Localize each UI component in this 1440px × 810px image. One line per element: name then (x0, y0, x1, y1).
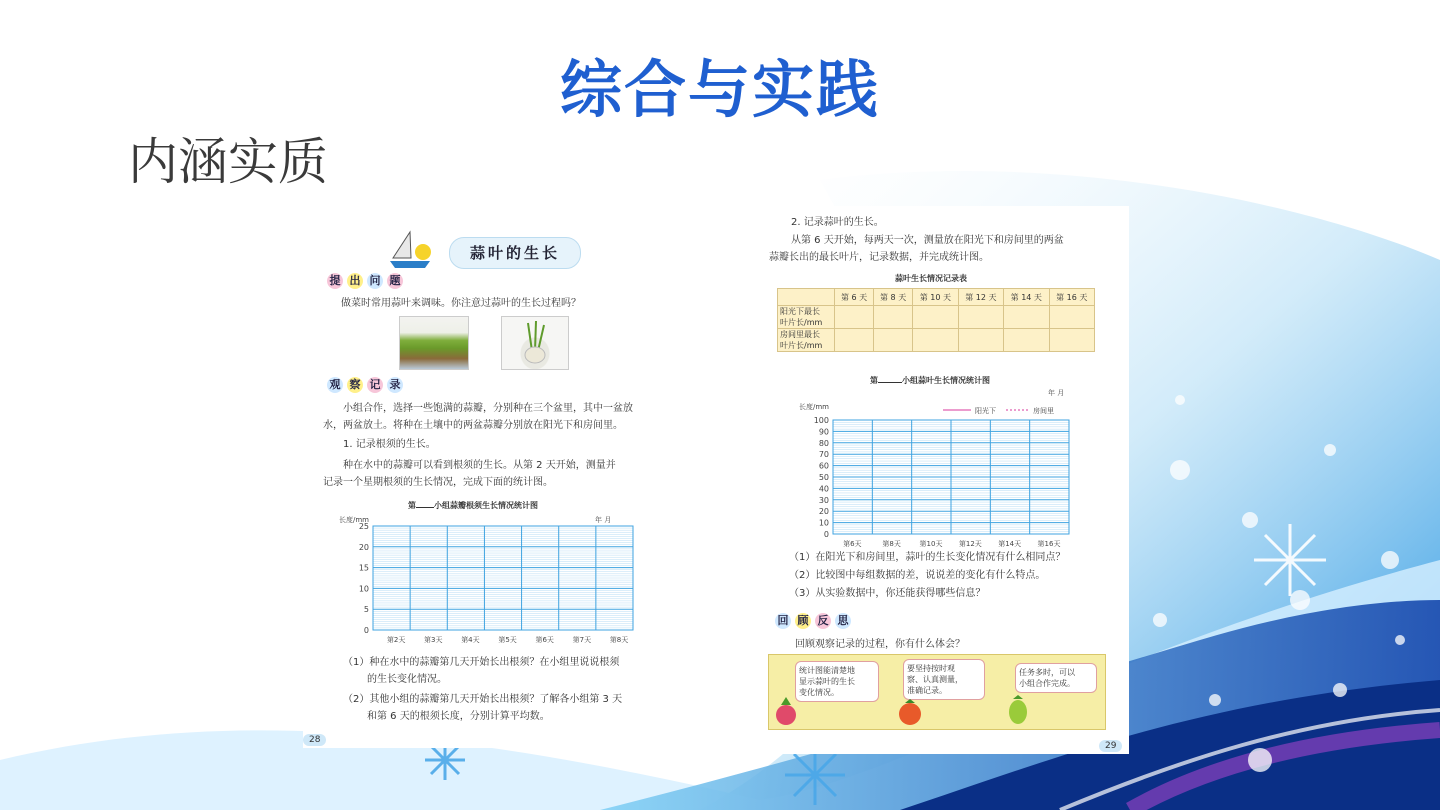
root-growth-chart (333, 520, 653, 650)
table-header-cell: 第 10 天 (913, 289, 958, 306)
bubble-3-line-2: 小组合作完成。 (1019, 679, 1075, 688)
table-cell[interactable] (835, 306, 874, 329)
item-1-heading: 1. 记录根须的生长。 (343, 439, 436, 450)
table-cell[interactable] (913, 329, 958, 352)
leaf-chart-date: 年 月 (1048, 389, 1065, 397)
table-cell[interactable] (958, 306, 1003, 329)
leaf-chart-title: 第 小组蒜叶生长情况统计图 (870, 376, 990, 385)
leaf-chart-x-tick-label: 第14天 (998, 540, 1022, 548)
leaf-chart-y-tick-label: 40 (818, 484, 829, 494)
paragraph-2-line-1: 种在水中的蒜瓣可以看到根须的生长。从第 2 天开始，测量并 (343, 460, 616, 471)
section-ask-char: 出 (347, 273, 363, 289)
textbook-page-left (303, 216, 669, 748)
table-cell[interactable] (1004, 306, 1049, 329)
table-cell[interactable] (913, 306, 958, 329)
bubble-1-line-1: 统计图能清楚地 (799, 666, 855, 675)
bubble-1-line-2: 显示蒜叶的生长 (799, 677, 855, 686)
section-observe-char: 记 (367, 377, 383, 393)
question-2-line-2: 和第 6 天的根须长度，分别计算平均数。 (367, 711, 550, 722)
table-cell[interactable] (1004, 329, 1049, 352)
speech-bubble-2 (903, 659, 985, 700)
leaf-chart-y-tick-label: 90 (818, 427, 829, 437)
root-chart-x-tick-label: 第4天 (461, 636, 480, 644)
right-question-2: （2）比较图中每组数据的差，说说差的变化有什么特点。 (789, 570, 1046, 581)
paragraph-1-line-1: 小组合作，选择一些饱满的蒜瓣，分别种在三个盆里，其中一盆放 (343, 403, 633, 414)
paragraph-2-line-2: 记录一个星期根须的生长情况，完成下面的统计图。 (323, 477, 553, 488)
speech-bubble-1 (795, 661, 879, 702)
section-review-char: 顾 (795, 613, 811, 629)
question-1-line-1: （1）种在水中的蒜瓣第几天开始长出根须？在小组里说说根须 (343, 657, 620, 668)
table-row-room (778, 329, 1095, 352)
leaf-chart-x-tick-label: 第8天 (882, 540, 901, 548)
root-chart-y-tick-label: 10 (358, 584, 369, 594)
section-review-char: 反 (815, 613, 831, 629)
row-label-sunlight: 阳光下最长 叶片长/mm (778, 306, 835, 329)
section-ask-char: 提 (327, 273, 343, 289)
item-2-heading: 2. 记录蒜叶的生长。 (791, 217, 884, 228)
record-table-title: 蒜叶生长情况记录表 (895, 274, 967, 283)
reflect-prompt: 回顾观察记录的过程，你有什么体会？ (795, 639, 965, 650)
bubble-1-line-3: 变化情况。 (799, 688, 839, 697)
section-observe-char: 观 (327, 377, 343, 393)
sailboat-illustration (385, 226, 435, 270)
leaf-chart-y-tick-label: 70 (818, 450, 829, 460)
root-chart-x-tick-label: 第5天 (498, 636, 517, 644)
root-chart-y-tick-label: 20 (358, 542, 369, 552)
garlic-sprouts-illustration (502, 317, 568, 369)
slide-subtitle: 内涵实质 (128, 133, 328, 191)
garlic-in-water-photo (501, 316, 569, 370)
leaf-chart-y-tick-label: 20 (818, 507, 829, 517)
radish-character-icon (771, 697, 801, 727)
table-cell[interactable] (1049, 329, 1094, 352)
leaf-chart-y-tick-label: 50 (818, 473, 829, 482)
leaf-chart-x-tick-label: 第12天 (958, 540, 982, 548)
speech-bubble-3 (1015, 663, 1097, 693)
leaf-chart-y-tick-label: 80 (818, 438, 829, 448)
section-header-review (775, 613, 851, 629)
table-header-cell: 第 12 天 (958, 289, 1003, 306)
right-paragraph-line-1: 从第 6 天开始，每两天一次，测量放在阳光下和房间里的两盆 (791, 235, 1064, 246)
section-observe-char: 察 (347, 377, 363, 393)
root-chart-x-tick-label: 第8天 (609, 636, 629, 644)
section-header-observe (327, 377, 403, 393)
slide-title: 综合与实践 (559, 53, 880, 126)
garlic-in-soil-photo (399, 316, 469, 370)
table-header-cell: 第 16 天 (1049, 289, 1094, 306)
root-chart-x-tick-label: 第7天 (572, 636, 592, 644)
bubble-3-line-1: 任务多时，可以 (1019, 668, 1075, 677)
legend-sunlight-label: 阳光下 (975, 407, 996, 415)
table-row-sunlight (778, 306, 1095, 329)
right-question-1: （1）在阳光下和房间里，蒜叶的生长变化情况有什么相同点？ (789, 552, 1066, 563)
page-number-left: 28 (303, 734, 326, 746)
leaf-chart-y-tick-label: 10 (818, 518, 829, 528)
leaf-chart-x-tick-label: 第6天 (843, 540, 862, 548)
question-text: 做菜时常用蒜叶来调味。你注意过蒜叶的生长过程吗？ (341, 298, 581, 309)
section-header-ask (327, 273, 403, 289)
row-label-room: 房间里最长 叶片长/mm (778, 329, 835, 352)
table-header-row (778, 289, 1095, 306)
root-chart-y-tick-label: 0 (363, 626, 369, 635)
table-header-cell: 第 6 天 (835, 289, 874, 306)
leaf-chart-y-tick-label: 60 (818, 461, 829, 471)
question-2-line-1: （2）其他小组的蒜瓣第几天开始长出根须？了解各小组第 3 天 (343, 694, 623, 705)
root-chart-title: 第 小组蒜瓣根须生长情况统计图 (408, 501, 538, 510)
paragraph-1-line-2: 水，两盆放土。将种在土壤中的两盆蒜瓣分别放在阳光下和房间里。 (323, 420, 623, 431)
bubble-2-line-1: 要坚持按时观 (907, 664, 955, 673)
table-header-cell: 第 8 天 (874, 289, 913, 306)
growth-record-table (777, 288, 1095, 352)
table-header-cell: 第 14 天 (1004, 289, 1049, 306)
section-ask-char: 问 (367, 273, 383, 289)
table-cell[interactable] (874, 329, 913, 352)
table-cell[interactable] (874, 306, 913, 329)
root-chart-date: 年 月 (595, 516, 612, 524)
table-cell[interactable] (958, 329, 1003, 352)
root-chart-y-tick-label: 5 (363, 605, 369, 615)
bubble-2-line-2: 察、认真测量， (907, 675, 963, 684)
root-chart-x-tick-label: 第6天 (535, 636, 554, 644)
legend-room-label: 房间里 (1033, 407, 1054, 415)
section-ask-char: 题 (387, 273, 403, 289)
lesson-banner: 蒜叶的生长 (449, 237, 581, 269)
leaf-growth-chart (793, 398, 1093, 548)
question-1-line-2: 的生长变化情况。 (367, 674, 447, 685)
leaf-chart-x-tick-label: 第16天 (1037, 540, 1061, 548)
textbook-page-right (753, 206, 1129, 754)
section-review-char: 思 (835, 613, 851, 629)
root-chart-x-tick-label: 第2天 (386, 636, 406, 644)
root-chart-x-tick-label: 第3天 (424, 636, 443, 644)
pea-character-icon (1003, 695, 1033, 727)
leaf-chart-x-tick-label: 第10天 (919, 540, 943, 548)
leaf-chart-y-tick-label: 30 (818, 495, 829, 505)
section-observe-char: 录 (387, 377, 403, 393)
page-number-right: 29 (1099, 740, 1122, 752)
right-question-3: （3）从实验数据中，你还能获得哪些信息？ (789, 588, 986, 599)
right-paragraph-line-2: 蒜瓣长出的最长叶片，记录数据，并完成统计图。 (769, 252, 989, 263)
table-cell[interactable] (1049, 306, 1094, 329)
table-cell[interactable] (835, 329, 874, 352)
root-chart-y-tick-label: 25 (358, 522, 369, 531)
leaf-chart-y-tick-label: 100 (813, 416, 829, 425)
bubble-2-line-3: 准确记录。 (907, 686, 947, 695)
section-review-char: 回 (775, 613, 791, 629)
table-corner-cell (778, 289, 835, 306)
root-chart-ylabel: 长度/mm (339, 516, 369, 524)
leaf-chart-y-tick-label: 0 (823, 530, 829, 539)
root-chart-y-tick-label: 15 (358, 563, 369, 573)
reflection-panel (768, 654, 1106, 730)
tomato-character-icon (895, 697, 925, 727)
leaf-chart-ylabel: 长度/mm (799, 403, 829, 411)
